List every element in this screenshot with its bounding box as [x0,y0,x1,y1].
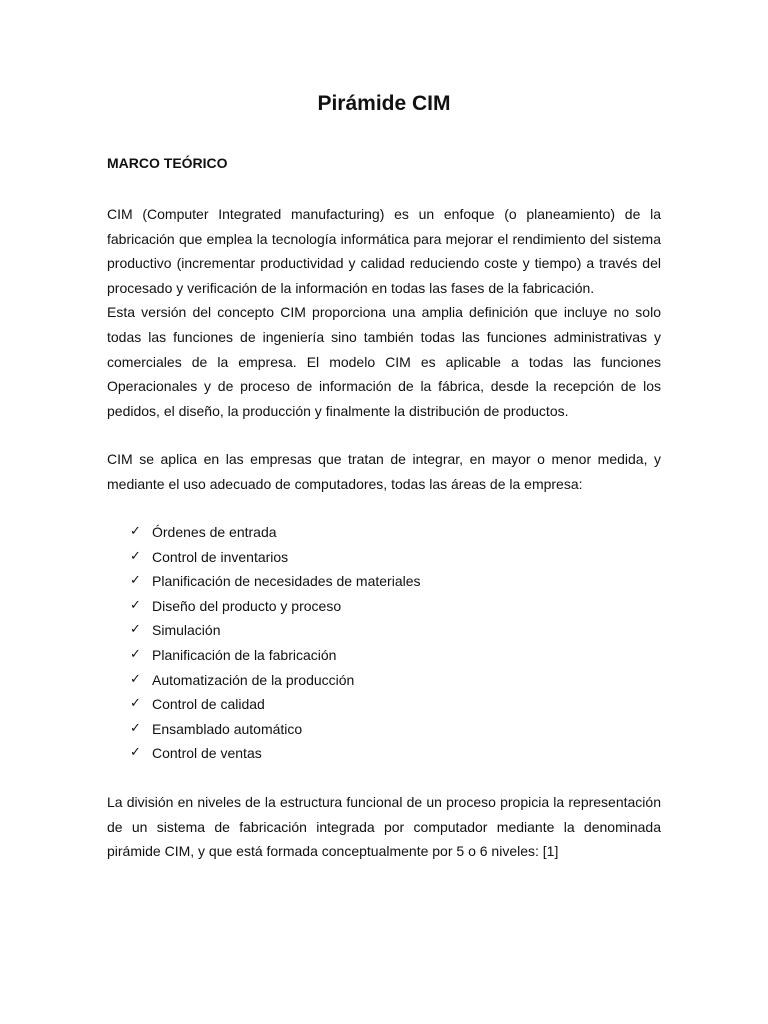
paragraph-intro-text: CIM (Computer Integrated manufacturing) es un enfoque (o planeamiento) de la fabricación que emplea la tecnología informática para mejorar el rendimiento del sistema productivo (incrementar productividad y calidad reduciendo coste y tiempo) a través del procesado y verificación de la información en todas las fases de la fabricación. [107,206,661,296]
list-item-label: Ensamblado automático [152,720,303,737]
list-item-label: Control de inventarios [152,548,289,565]
list-item-label: Órdenes de entrada [152,524,277,540]
paragraph-intro-continued: Esta versión del concepto CIM proporciona una amplia definición que incluye no solo todas las funciones de ingeniería sino también todas las funciones administrativas y comerciales de la empresa. El modelo CIM es aplicable a todas las funciones Operacionales y de proceso de información de la fábrica, desde la recepción de los pedidos, el diseño, la producción y finalmente la distribución de productos. [107,304,661,419]
checkmark-icon: ✓ [130,597,141,613]
list-item-label: Control de calidad [152,696,265,713]
checkmark-icon: ✓ [130,524,141,539]
checkmark-icon: ✓ [130,622,141,638]
document-title: Pirámide CIM [317,92,451,115]
paragraph-intro [107,202,661,423]
list-item-label: Diseño del producto y proceso [152,597,342,614]
checkmark-icon: ✓ [130,646,141,662]
checkmark-icon: ✓ [130,720,141,736]
paragraph-pyramid: La división en niveles de la estructura funcional de un proceso propicia la representación de un sistema de fabricación integrada por computador mediante la denominada pirámide CIM, y que está formada conceptualmente por 5 o 6 niveles: [1] [107,794,661,860]
checkmark-icon: ✓ [130,671,141,687]
list-item-label: Planificación de la fabricación [152,646,337,663]
checkmark-icon: ✓ [130,548,141,564]
checkmark-icon: ✓ [130,745,141,761]
list-item-label: Simulación [152,622,221,639]
list-item-label: Automatización de la producción [152,671,355,688]
checkmark-icon: ✓ [130,573,141,589]
section-heading: MARCO TEÓRICO [107,155,228,171]
checkmark-icon: ✓ [130,696,141,712]
paragraph-application: CIM se aplica en las empresas que tratan de integrar, en mayor o menor medida, y mediante el uso adecuado de computadores, todas las áreas de la empresa: [107,451,661,492]
list-item-label: Planificación de necesidades de materiales [152,573,421,590]
list-item-label: Control de ventas [152,745,262,762]
